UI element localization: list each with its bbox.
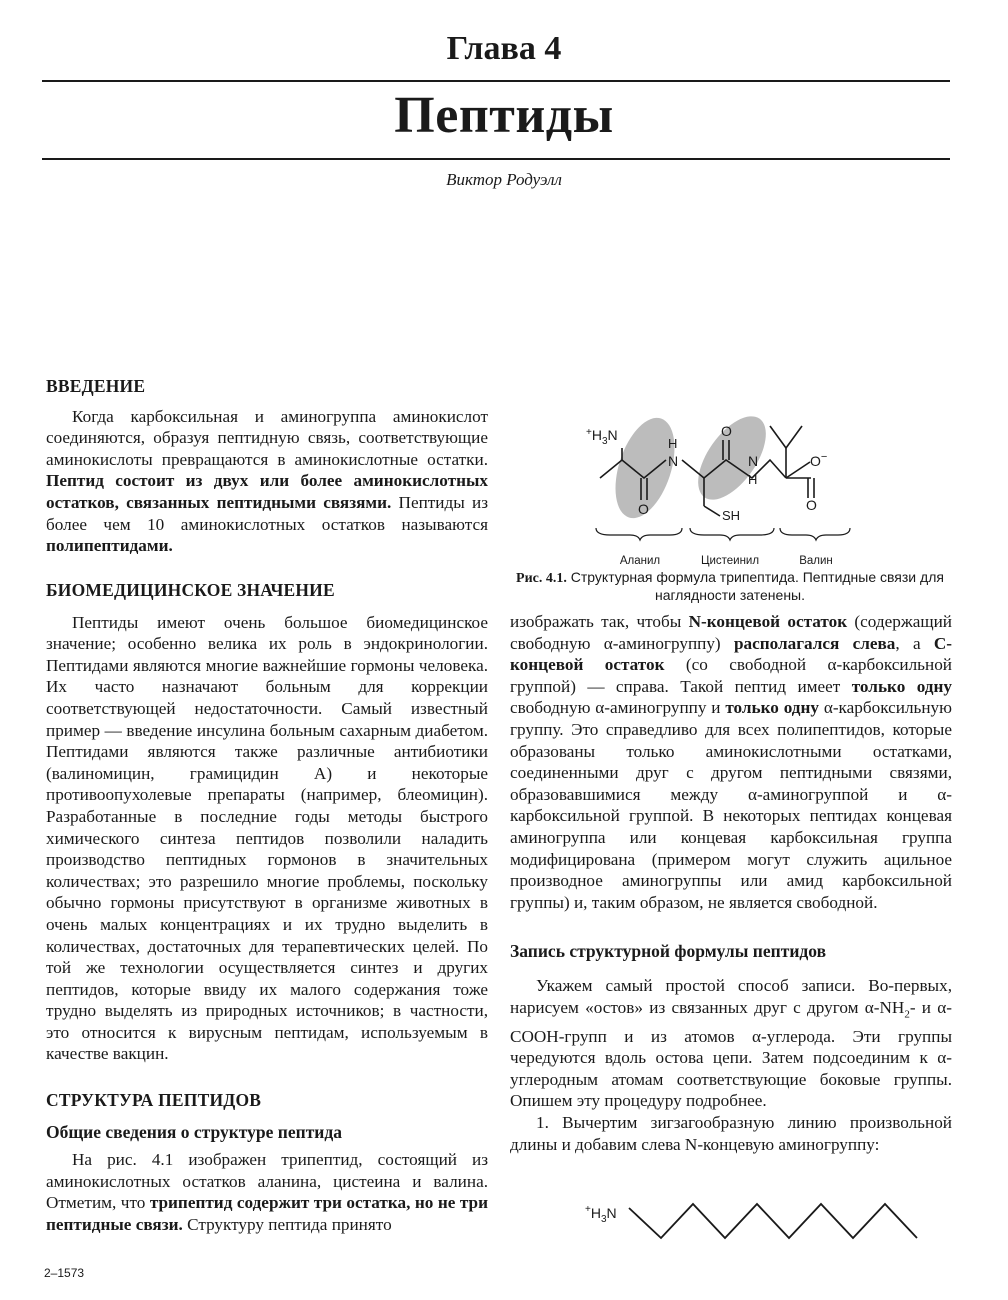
intro-section — [46, 376, 488, 557]
biomed-heading: БИОМЕДИЦИНСКОЕ ЗНАЧЕНИЕ — [46, 580, 335, 600]
carbonyl-o-2: O — [721, 423, 732, 439]
sh-group: SH — [722, 508, 741, 523]
tripeptide-figure — [570, 398, 870, 568]
chapter-number: Глава 4 — [446, 30, 562, 67]
formula-heading: Запись структурной формулы пептидов — [510, 941, 827, 962]
intro-heading: ВВЕДЕНИЕ — [46, 376, 146, 396]
carboxylate-o: O− — [810, 451, 828, 469]
amide-h-1: H — [668, 436, 678, 451]
top-rule — [42, 80, 950, 82]
residue-label-alanyl: Аланил — [619, 555, 661, 567]
zigzag-line — [629, 1204, 917, 1238]
zigzag-h3n: $^+H_3N$ — [585, 1204, 617, 1225]
structure-section — [46, 1090, 488, 1236]
formula-paragraph: Укажем самый простой способ записи. Во-первых, нарисуем «остов» из связанных друг с другом $\alpha-NH_2-$ и α-СООН-групп и из атомов α-углерода. Эти группы чередуются вдоль остова цепи. Затем подсоединим к α-углеродным атомам соответствующие боковые группы. Опишем эту процедуру подробнее. — [510, 975, 952, 1111]
page-code: 2–1573 — [44, 1266, 85, 1280]
figure-caption: Рис. 4.1. Структурная формула трипептида. Пептидные связи для наглядности затенены. — [516, 569, 944, 603]
structure-heading: СТРУКТУРА ПЕПТИДОВ — [46, 1090, 262, 1110]
biomed-section — [46, 580, 488, 1065]
residue-label-cysteinyl: Цистеинил — [700, 555, 760, 567]
structure-subheading: Общие сведения о структуре пептида — [46, 1121, 342, 1142]
peptide-bond-shading-2 — [685, 405, 779, 511]
intro-paragraph: Когда карбоксильная и аминогруппа аминокислот соединяются, образуя пептидную связь, соответствующие аминокислоты превращаются в аминокислотные остатки. Пептид состоит из двух или более аминокислотных остатков, связанных пептидными связями. Пептиды из более чем 10 аминокислотных остатков называются полипептидами. — [46, 406, 488, 556]
residue-label-valine: Валин — [799, 555, 833, 567]
h3n-plus: $^+H_3N$ — [586, 427, 618, 447]
continuation-paragraph: изображать так, чтобы N-концевой остаток (содержащий свободную α-аминогруппу) располагался слева, а С-концевой остаток (со свободной α-карбоксильной группой) — справа. Такой пептид имеет только одну свободную α-аминогруппу и только одну α-карбоксильную группу. Это справедливо для всех полипептидов, которые образованы только аминокислотными остатками, соединенными друг с другом пептидными связями, образовавшимися между α-аминогруппой и α-карбоксильной группой. В некоторых пептидах концевая аминогруппа или концевая карбоксильная группа модифицирована (примером могут служить ацильное производное аминогруппы или амид карбоксильной группы) и, таким образом, не является свободной. — [510, 612, 953, 912]
zigzag-figure — [585, 1192, 925, 1248]
amide-n-2: N — [748, 453, 759, 469]
carboxyl-o: O — [806, 497, 817, 513]
amide-n-1: N — [668, 453, 679, 469]
biomed-paragraph: Пептиды имеют очень большое биомедицинское значение; особенно велика их роль в эндокринологии. Пептидами являются многие важнейшие гормоны человека. Их часто назначают больным для коррекции соответствующей недостаточности. Самый известный пример — введение инсулина больным сахарным диабетом. Пептидами являются также различные антибиотики (валиномицин, грамицидин А) и некоторые противоопухолевые препараты (например, блеомицин). Разработанные в последние годы методы быстрого химического синтеза пептидов позволили наладить производство пептидных гормонов в значительных количествах; это разрешило многие проблемы, поскольку обычно гормоны присутствуют в организме животных в очень малых концентрациях и их трудно выделить в количествах, достаточных для терапевтических целей. По той же технологии осуществляется синтез и других пептидов, которые ввиду их малого содержания тоже трудно выделять из природных источников; в частности, это относится к вирусным пептидам, используемым в качестве вакцин. — [46, 612, 488, 1064]
residue-braces — [596, 528, 850, 540]
author: Виктор Родуэлл — [446, 170, 562, 189]
chapter-title: Пептиды — [394, 87, 614, 144]
step-one-paragraph: 1. Вычертим зигзагообразную линию произвольной длины и добавим слева N-концевую аминогруппу: — [510, 1112, 952, 1154]
carbonyl-o-1: O — [638, 501, 649, 517]
right-column — [510, 611, 952, 1155]
amide-h-2: H — [748, 472, 758, 487]
bottom-rule — [42, 158, 950, 160]
structure-paragraph: На рис. 4.1 изображен трипептид, состоящий из аминокислотных остатков аланина, цистеина и валина. Отметим, что трипептид содержит три остатка, но не три пептидные связи. Структуру пептида принято — [46, 1150, 488, 1234]
